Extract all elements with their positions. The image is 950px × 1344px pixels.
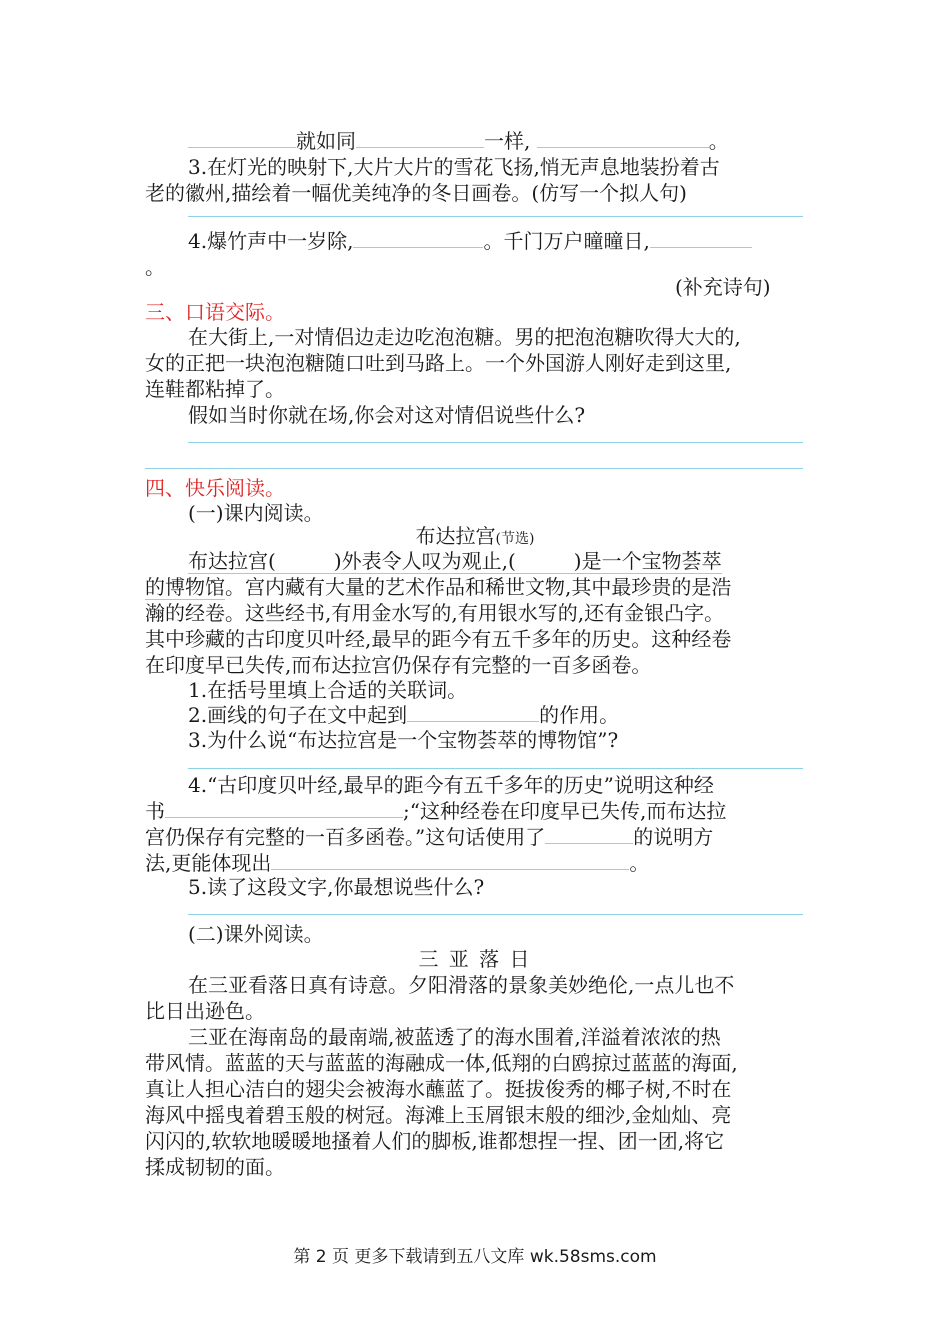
answer-blank[interactable]	[537, 129, 709, 148]
question-4-line2: 书 ;“这种经卷在印度早已失传,而布达拉	[145, 799, 727, 823]
passage2-line: 真让人担心洁白的翅尖会被海水蘸蓝了。挺拔俊秀的椰子树,不时在	[145, 1077, 732, 1101]
part2-label: (二)课外阅读。	[188, 922, 324, 946]
passage-line: 其中珍藏的古印度贝叶经,最早的距今有五千多年的历史。这种经卷	[145, 627, 732, 651]
answer-blank[interactable]	[188, 129, 296, 148]
answer-line[interactable]	[188, 914, 803, 915]
answer-blank[interactable]	[356, 129, 484, 148]
answer-blank[interactable]	[165, 799, 403, 818]
q4-end: 。	[145, 255, 165, 279]
question-3: 3.为什么说“布达拉宫是一个宝物荟萃的博物馆”?	[188, 728, 619, 752]
passage2-line: 海风中摇曳着碧玉般的树冠。海滩上玉屑银末般的细沙,金灿灿、亮	[145, 1103, 732, 1127]
answer-line[interactable]	[188, 768, 803, 769]
answer-blank[interactable]	[407, 703, 539, 722]
answer-line[interactable]	[188, 216, 803, 217]
answer-blank[interactable]	[545, 825, 633, 844]
answer-blank[interactable]	[353, 229, 483, 248]
passage2-line: 揉成韧韧的面。	[145, 1155, 285, 1179]
part1-label: (一)课内阅读。	[188, 501, 324, 525]
passage2-line: 三亚在海南岛的最南端,被蓝透了的海水围着,洋溢着浓浓的热	[188, 1025, 721, 1049]
passage-line: 的博物馆。宫内藏有大量的艺术作品和稀世文物,其中最珍贵的是浩	[145, 575, 732, 599]
passage-line: 瀚的经卷。这些经书,有用金水写的,有用银水写的,还有金银凸字。	[145, 601, 725, 625]
section3-p3: 连鞋都粘掉了。	[145, 377, 285, 401]
passage-line: 布达拉宫( )外表令人叹为观止,( )是一个宝物荟萃	[188, 549, 722, 573]
q4: 4.爆竹声中一岁除, 。千门万户曈曈日,	[188, 228, 805, 254]
question-5: 5.读了这段文字,你最想说些什么?	[188, 875, 485, 899]
q3-line2: 老的徽州,描绘着一幅优美纯净的冬日画卷。(仿写一个拟人句)	[145, 181, 687, 205]
passage2-title: 三 亚 落 日	[418, 947, 532, 971]
passage-title: 布达拉宫(节选)	[415, 524, 535, 548]
q4-note: (补充诗句)	[675, 275, 771, 299]
answer-blank[interactable]	[650, 229, 752, 248]
q3-line1: 3.在灯光的映射下,大片大片的雪花飞扬,悄无声息地装扮着古	[188, 155, 720, 179]
question-4-line1: 4.“古印度贝叶经,最早的距今有五千多年的历史”说明这种经	[188, 773, 714, 797]
section4-heading: 四、快乐阅读。	[145, 476, 285, 500]
section3-heading: 三、口语交际。	[145, 300, 285, 324]
passage2-line: 在三亚看落日真有诗意。夕阳滑落的景象美妙绝伦,一点儿也不	[188, 973, 735, 997]
section3-p1: 在大街上,一对情侣边走边吃泡泡糖。男的把泡泡糖吹得大大的,	[188, 325, 741, 349]
question-4-line4: 法,更能体现出 。	[145, 851, 650, 875]
answer-blank[interactable]	[271, 851, 629, 870]
passage2-line: 比日出逊色。	[145, 999, 265, 1023]
page-footer: 第 2 页 更多下载请到五八文库 wk.58sms.com	[293, 1247, 657, 1267]
passage2-line: 带风情。蓝蓝的天与蓝蓝的海融成一体,低翔的白鸥掠过蓝蓝的海面,	[145, 1051, 738, 1075]
question-4-line3: 宫仍保存有完整的一百多函卷。”这句话使用了 的说明方	[145, 825, 714, 849]
answer-line[interactable]	[188, 442, 803, 443]
passage-line: 在印度早已失传,而布达拉宫仍保存有完整的一百多函卷。	[145, 653, 652, 677]
q2-continued: 就如同 一样, 。	[188, 128, 805, 154]
question-2: 2.画线的句子在文中起到 的作用。	[188, 703, 620, 727]
answer-line[interactable]	[145, 468, 803, 469]
passage2-line: 闪闪的,软软地暖暖地搔着人们的脚板,谁都想捏一捏、团一团,将它	[145, 1129, 725, 1153]
section3-question: 假如当时你就在场,你会对这对情侣说些什么?	[188, 403, 586, 427]
section3-p2: 女的正把一块泡泡糖随口吐到马路上。一个外国游人刚好走到这里,	[145, 351, 732, 375]
question-1: 1.在括号里填上合适的关联词。	[188, 678, 468, 702]
